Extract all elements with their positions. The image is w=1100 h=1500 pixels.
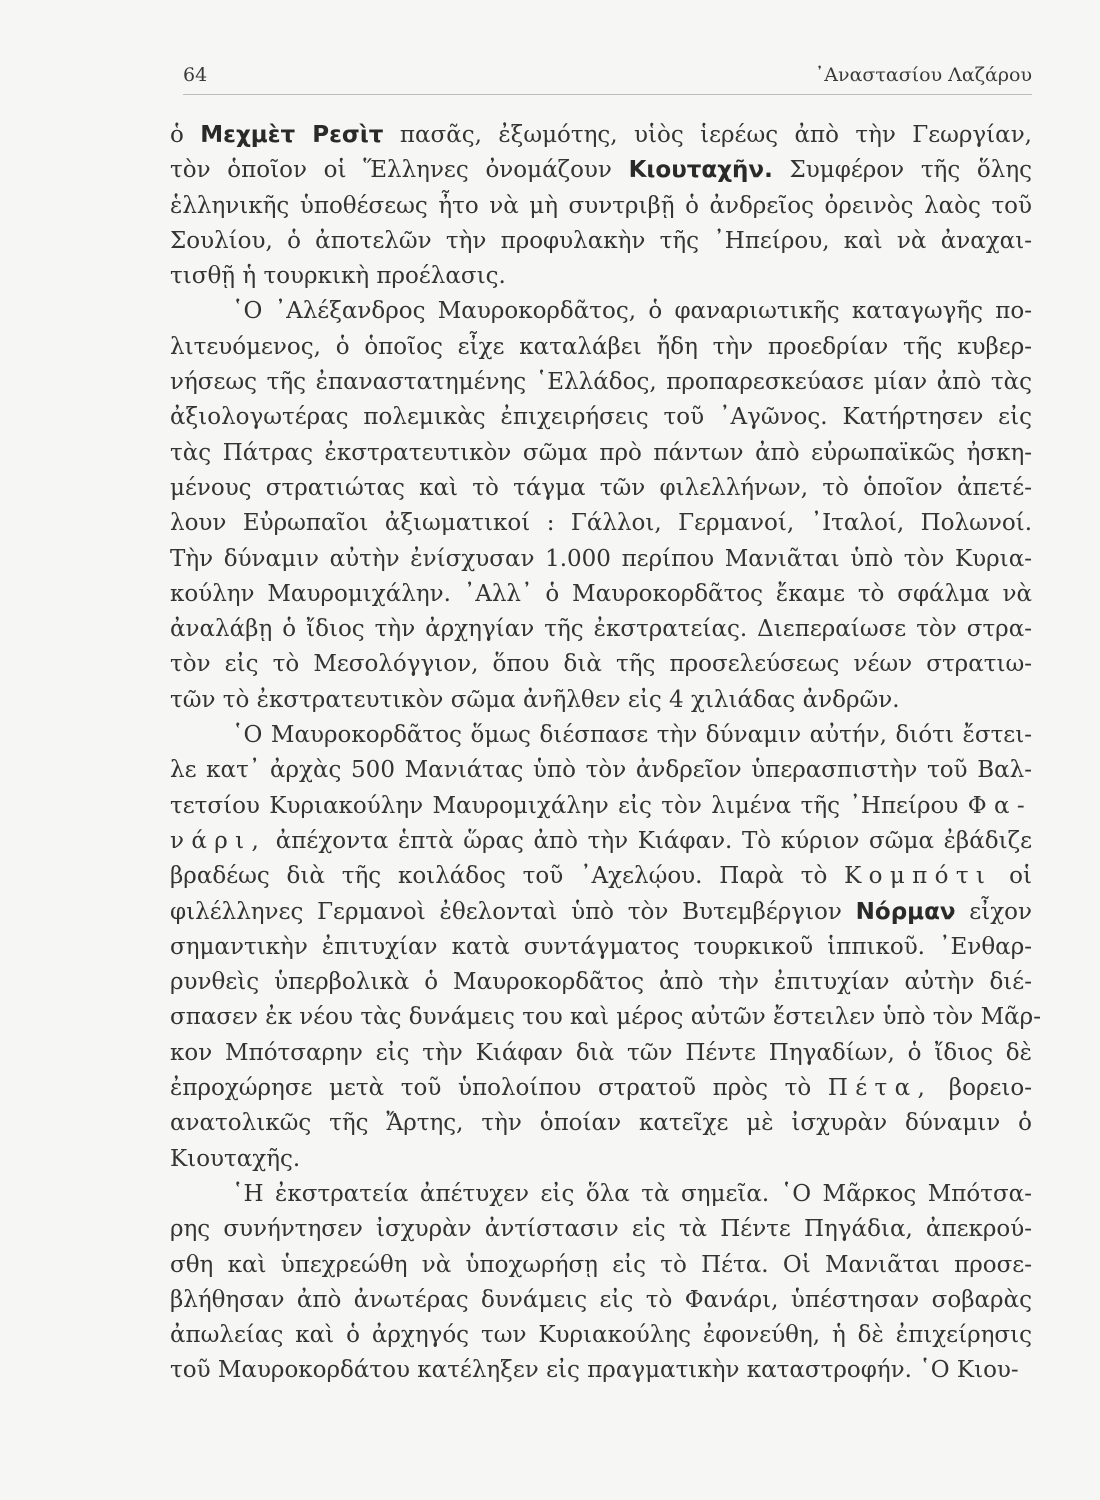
text-segment: ἀπωλείας καὶ ὁ ἀρχηγός των Κυριακούλης ἐφονεύθη, ἡ δὲ ἐπιχείρησις <box>170 1322 1032 1349</box>
text-segment: ἀπέχοντα ἑπτὰ ὥρας ἀπὸ τὴν Κιάφαν. Τὸ κύριον σῶμα ἐβάδιζε <box>266 827 1032 854</box>
text-line <box>170 647 1032 682</box>
text-line <box>170 718 1032 753</box>
text-segment: ῾Ο Μαυροκορδᾶτος ὅμως διέσπασε τὴν δύναμιν αὐτήν, διότι ἔστει- <box>232 722 1032 749</box>
text-segment: Σουλίου, ὁ ἀποτελῶν τὴν προφυλακὴν τῆς ᾿Ηπείρου, καὶ νὰ ἀναχαι- <box>170 227 1032 254</box>
text-line <box>170 1353 1032 1388</box>
text-segment: Συμφέρον τῆς ὅλης <box>772 157 1033 184</box>
text-line <box>170 753 1032 788</box>
text-segment: λουν Εὐρωπαῖοι ἀξιωματικοί : Γάλλοι, Γερμανοί, ᾿Ιταλοί, Πολωνοί. <box>170 510 1032 537</box>
text-line <box>170 436 1032 471</box>
text-segment: ἀναλάβῃ ὁ ἴδιος τὴν ἀρχηγίαν τῆς ἐκστρατείας. Διεπεραίωσε τὸν στρα- <box>170 616 1032 643</box>
text-line <box>170 1283 1032 1318</box>
text-line <box>170 577 1032 612</box>
header-rule <box>183 94 1032 95</box>
text-segment: ρυνθεὶς ὑπερβολικὰ ὁ Μαυροκορδᾶτος ἀπὸ τὴν ἐπιτυχίαν αὐτὴν διέ- <box>170 969 1032 996</box>
text-segment: λε κατ᾿ ἀρχὰς 500 Μανιάτας ὑπὸ τὸν ἀνδρεῖον ὑπερασπιστὴν τοῦ Βαλ- <box>170 757 1032 784</box>
text-segment: τῶν τὸ ἐκστρατευτικὸν σῶμα ἀνῆλθεν εἰς 4 χιλιάδας ἀνδρῶν. <box>170 686 900 713</box>
text-line <box>170 859 1032 894</box>
text-line <box>170 824 1032 859</box>
text-line <box>170 1212 1032 1247</box>
text-segment: λιτευόμενος, ὁ ὁποῖος εἶχε καταλάβει ἤδη τὴν προεδρίαν τῆς κυβερ- <box>170 333 1032 360</box>
text-line <box>170 330 1032 365</box>
spaced-place-name: Πέτα, <box>827 1075 933 1102</box>
text-segment: τὸν ὁποῖον οἱ Ἕλληνες ὀνομάζουν <box>170 157 629 184</box>
text-segment: φιλέλληνες Γερμανοὶ ἐθελονταὶ ὑπὸ τὸν Βυτεμβέργιον <box>170 898 856 925</box>
text-line <box>170 189 1032 224</box>
text-segment: Κιουταχῆς. <box>170 1145 301 1172</box>
text-segment: νήσεως τῆς ἐπαναστατημένης ῾Ελλάδος, προπαρεσκεύασε μίαν ἀπὸ τὰς <box>170 369 1032 396</box>
text-line <box>170 224 1032 259</box>
text-line <box>170 612 1032 647</box>
text-segment: βραδέως διὰ τῆς κοιλάδος τοῦ ᾿Αχελῴου. Παρὰ τὸ <box>170 863 845 890</box>
text-line <box>170 1142 1032 1177</box>
text-line <box>170 789 1032 824</box>
text-line <box>170 400 1032 435</box>
spaced-place-name: Κομπότι <box>844 863 993 890</box>
body-text <box>170 118 1041 1389</box>
text-line <box>170 1106 1032 1141</box>
text-line <box>170 118 1032 153</box>
text-segment: σπασεν ἐκ νέου τὰς δυνάμεις του καὶ μέρος αὐτῶν ἔστειλεν ὑπὸ τὸν Μᾶρ- <box>170 1004 1041 1031</box>
text-segment: οἱ <box>992 863 1032 890</box>
text-segment: σημαντικὴν ἐπιτυχίαν κατὰ συντάγματος τουρκικοῦ ἱππικοῦ. ᾿Ενθαρ- <box>170 933 1032 960</box>
text-segment: μένους στρατιώτας καὶ τὸ τάγμα τῶν φιλελλήνων, τὸ ὁποῖον ἀπετέ- <box>170 474 1032 501</box>
text-segment: ῾Ο ᾿Αλέξανδρος Μαυροκορδᾶτος, ὁ φαναριωτικῆς καταγωγῆς πο- <box>232 298 1032 325</box>
text-line <box>170 259 1032 294</box>
text-line <box>170 471 1032 506</box>
text-line <box>170 1000 1041 1035</box>
text-line <box>170 1036 1032 1071</box>
paragraph <box>170 1177 1032 1389</box>
text-segment: ἑλληνικῆς ὑποθέσεως ἦτο νὰ μὴ συντριβῇ ὁ ἀνδρεῖος ὀρεινὸς λαὸς τοῦ <box>170 192 1032 219</box>
text-segment: κούλην Μαυρομιχάλην. ᾿Αλλ᾿ ὁ Μαυροκορδᾶτος ἔκαμε τὸ σφάλμα νὰ <box>170 580 1032 607</box>
paragraph <box>170 718 1041 1177</box>
text-line <box>170 965 1032 1000</box>
bold-name: Κιουταχῆν. <box>628 157 773 184</box>
bold-name: Μεχμὲτ Ρεσὶτ <box>200 122 384 148</box>
page-number: 64 <box>183 64 208 86</box>
text-segment: ἐπροχώρησε μετὰ τοῦ ὑπολοίπου στρατοῦ πρὸς τὸ <box>170 1075 828 1102</box>
text-segment: τὰς Πάτρας ἐκστρατευτικὸν σῶμα πρὸ πάντων ἀπὸ εὐρωπαϊκῶς ἠσκη- <box>170 439 1032 466</box>
text-line <box>170 895 1032 930</box>
spaced-place-name: νάρι, <box>170 827 267 854</box>
paragraph <box>170 118 1032 294</box>
text-segment: σθη καὶ ὑπεχρεώθη νὰ ὑποχωρήσῃ εἰς τὸ Πέτα. Οἱ Μανιᾶται προσε- <box>170 1251 1032 1278</box>
text-line <box>170 153 1032 188</box>
bold-name: Νόρμαν <box>855 898 956 925</box>
text-line <box>170 683 1032 718</box>
text-segment: τετσίου Κυριακούλην Μαυρομιχάλην εἰς τὸν λιμένα τῆς ᾿Ηπείρου <box>170 792 968 819</box>
text-segment: Τὴν δύναμιν αὐτὴν ἐνίσχυσαν 1.000 περίπου Μανιᾶται ὑπὸ τὸν Κυρια- <box>170 545 1032 572</box>
running-head: ᾿Αναστασίου Λαζάρου <box>814 64 1032 86</box>
text-segment: ανατολικῶς τῆς Ἄρτης, τὴν ὁποίαν κατεῖχε μὲ ἰσχυρὰν δύναμιν ὁ <box>170 1110 1032 1137</box>
text-segment: εἶχον <box>955 898 1032 925</box>
text-segment: βλήθησαν ἀπὸ ἀνωτέρας δυνάμεις εἰς τὸ Φανάρι, ὑπέστησαν σοβαρὰς <box>170 1286 1032 1313</box>
page-header <box>183 58 1032 94</box>
text-segment: βορειο- <box>932 1075 1033 1102</box>
text-segment: ἀξιολογωτέρας πολεμικὰς ἐπιχειρήσεις τοῦ ᾿Αγῶνος. Κατήρτησεν εἰς <box>170 404 1032 431</box>
text-line <box>170 1177 1032 1212</box>
text-line <box>170 542 1032 577</box>
spaced-place-name: Φα- <box>967 792 1032 819</box>
text-segment: πασᾶς, ἐξωμότης, υἱὸς ἱερέως ἀπὸ τὴν Γεωργίαν, <box>383 122 1032 148</box>
text-line <box>170 930 1032 965</box>
text-line <box>170 1318 1032 1353</box>
text-line <box>170 506 1032 541</box>
text-line <box>170 1248 1032 1283</box>
text-line <box>170 294 1032 329</box>
text-segment: τισθῇ ἡ τουρκικὴ προέλασις. <box>170 263 506 290</box>
text-segment: ρης συνήντησεν ἰσχυρὰν ἀντίστασιν εἰς τὰ Πέντε Πηγάδια, ἀπεκρού- <box>170 1216 1032 1243</box>
text-segment: ὁ <box>170 122 201 148</box>
text-segment: κον Μπότσαρην εἰς τὴν Κιάφαν διὰ τῶν Πέντε Πηγαδίων, ὁ ἴδιος δὲ <box>170 1039 1032 1066</box>
text-segment: ῾Η ἐκστρατεία ἀπέτυχεν εἰς ὅλα τὰ σημεῖα. ῾Ο Μᾶρκος Μπότσα- <box>232 1180 1032 1207</box>
paragraph <box>170 294 1032 718</box>
text-segment: τοῦ Μαυροκορδάτου κατέληξεν εἰς πραγματικὴν καταστροφήν. ῾Ο Κιου- <box>170 1357 1019 1384</box>
text-line <box>170 1071 1032 1106</box>
text-line <box>170 365 1032 400</box>
text-segment: τὸν εἰς τὸ Μεσολόγγιον, ὅπου διὰ τῆς προσελεύσεως νέων στρατιω- <box>170 651 1032 678</box>
